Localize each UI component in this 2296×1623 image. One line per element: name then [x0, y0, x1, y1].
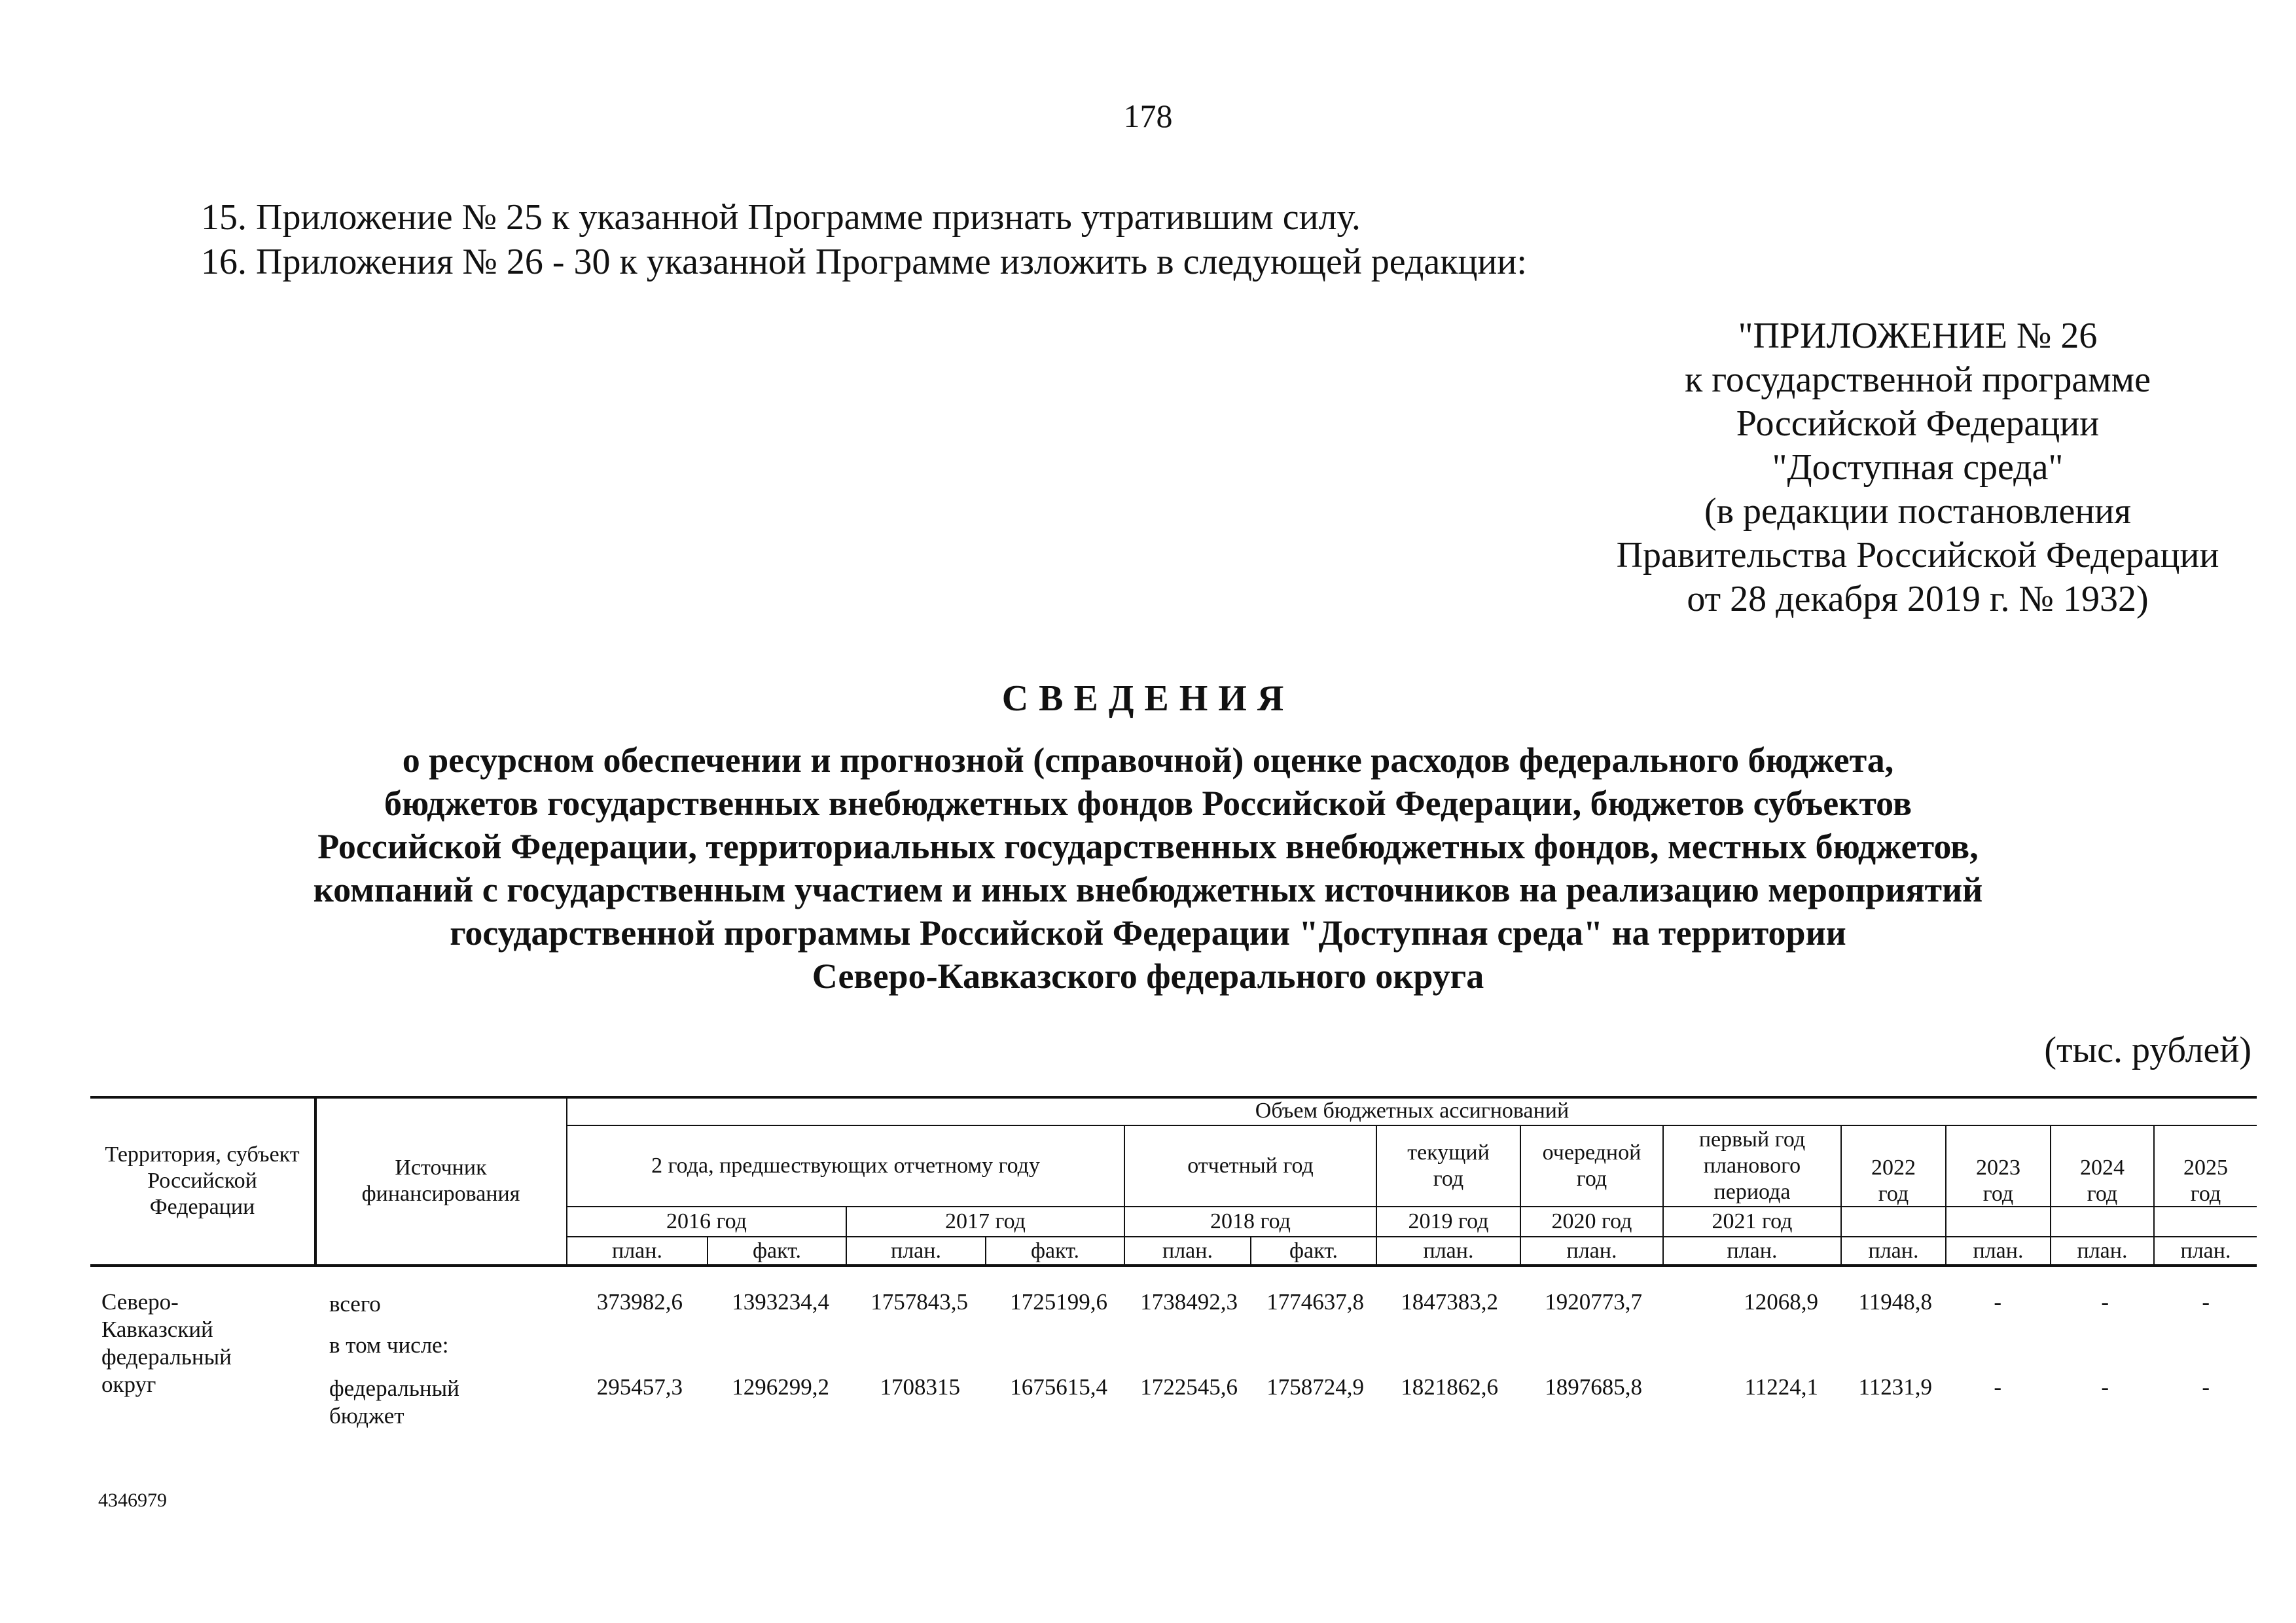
header-year-line: год	[2087, 1182, 2118, 1206]
table-cell: 1708315	[880, 1374, 960, 1400]
header-current-year	[1377, 1126, 1520, 1206]
table-cell: -	[1994, 1374, 2001, 1400]
header-year-2025	[2155, 1126, 2257, 1236]
header-current-year-line: год	[1433, 1167, 1464, 1191]
header-first-plan-year-line: периода	[1713, 1180, 1791, 1204]
header-first-plan-year-line: первый год	[1698, 1127, 1806, 1152]
table-cell: -	[2101, 1289, 2109, 1315]
header-territory	[90, 1097, 314, 1264]
units-label: (тыс. рублей)	[2044, 1030, 2251, 1070]
table-cell: 11948,8	[1858, 1289, 1932, 1315]
header-next-year-line: год	[1576, 1167, 1607, 1191]
table-cell: -	[1994, 1289, 2001, 1315]
table-cell: 1296299,2	[732, 1374, 829, 1400]
header-year-line: 2025	[2183, 1156, 2228, 1180]
subheading-line: компаний с государственным участием и иных внебюджетных источников на реализацию мероприятий	[313, 870, 1983, 909]
table-cell: 1758724,9	[1266, 1374, 1364, 1400]
table-cell: 1675615,4	[1010, 1374, 1107, 1400]
header-year-2024	[2051, 1126, 2153, 1236]
document-subheading	[0, 739, 2296, 998]
header-year-line: 2023	[1976, 1156, 2020, 1180]
header-year-line: 2022	[1871, 1156, 1916, 1180]
header-sub-label: план.	[1868, 1238, 1919, 1263]
table-cell: 11224,1	[1744, 1374, 1818, 1400]
header-territory-line: Федерации	[149, 1194, 255, 1219]
header-source-line: финансирования	[361, 1181, 520, 1206]
header-first-plan-year	[1664, 1126, 1840, 1206]
table-cell: 1897685,8	[1545, 1374, 1642, 1400]
header-sub-label: план.	[1727, 1238, 1778, 1263]
appendix-line: "ПРИЛОЖЕНИЕ № 26	[1738, 316, 2098, 356]
appendix-line: к государственной программе	[1685, 359, 2151, 400]
table-row-source: в том числе:	[329, 1332, 449, 1358]
table-cell: 11231,9	[1858, 1374, 1932, 1400]
table-cell: 1920773,7	[1545, 1289, 1642, 1315]
table-cell: 373982,6	[596, 1289, 683, 1315]
header-sub-label: план.	[2077, 1238, 2128, 1263]
header-first-plan-year-line: планового	[1703, 1154, 1801, 1178]
territory-name	[101, 1288, 232, 1398]
territory-name-line: федеральный	[101, 1344, 232, 1370]
header-next-year	[1521, 1126, 1662, 1206]
table-cell: -	[2202, 1374, 2210, 1400]
table-cell: 1725199,6	[1010, 1289, 1107, 1315]
header-sub-label: факт.	[753, 1238, 801, 1263]
header-2018: 2018 год	[1210, 1209, 1291, 1233]
table-cell: 1757843,5	[870, 1289, 968, 1315]
document-heading: СВЕДЕНИЯ	[1001, 678, 1295, 719]
header-sub-label: факт.	[1289, 1238, 1338, 1263]
header-sub-label: план.	[1423, 1238, 1474, 1263]
page-number: 178	[1123, 98, 1173, 134]
header-year-2022	[1842, 1126, 1945, 1236]
header-sub-label: план.	[1973, 1238, 2024, 1263]
header-2016: 2016 год	[666, 1209, 747, 1233]
appendix-line: Правительства Российской Федерации	[1616, 535, 2219, 575]
table-header-bottom-rule	[90, 1264, 2257, 1267]
header-year-line: год	[2190, 1182, 2221, 1206]
table-cell: -	[2101, 1374, 2109, 1400]
header-2021: 2021 год	[1712, 1209, 1793, 1233]
appendix-line: (в редакции постановления	[1704, 491, 2132, 532]
header-next-year-line: очередной	[1542, 1140, 1641, 1165]
header-sub-label: факт.	[1031, 1238, 1079, 1263]
table-row-source-line: федеральный	[329, 1376, 459, 1401]
table-cell: 1393234,4	[732, 1289, 829, 1315]
header-2017: 2017 год	[945, 1209, 1026, 1233]
header-current-year-line: текущий	[1407, 1140, 1490, 1165]
header-year-2023	[1946, 1126, 2050, 1236]
table-row-source-line: бюджет	[329, 1403, 404, 1429]
header-sub-label: план.	[2180, 1238, 2231, 1263]
header-2020: 2020 год	[1551, 1209, 1632, 1233]
paragraph-15: 15. Приложение № 25 к указанной Программе признать утратившим силу.	[201, 197, 1361, 238]
table-cell: 1847383,2	[1401, 1289, 1498, 1315]
header-sub-label: план.	[1566, 1238, 1617, 1263]
subheading-line: о ресурсном обеспечении и прогнозной (справочной) оценке расходов федерального бюджета,	[402, 740, 1894, 780]
header-sub-label: план.	[1162, 1238, 1213, 1263]
table-cell: 1722545,6	[1140, 1374, 1238, 1400]
table-cell: 12068,9	[1744, 1289, 1818, 1315]
table-cell: 1738492,3	[1140, 1289, 1238, 1315]
header-year-line: год	[1878, 1182, 1909, 1206]
subheading-line: Российской Федерации, территориальных государственных внебюджетных фондов, местных бюджетов,	[317, 827, 1979, 866]
appendix-line: Российской Федерации	[1736, 403, 2100, 444]
header-year-line: год	[1982, 1182, 2014, 1206]
appendix-line: от 28 декабря 2019 г. № 1932)	[1687, 579, 2149, 619]
paragraph-16: 16. Приложения № 26 - 30 к указанной Программе изложить в следующей редакции:	[201, 242, 1527, 282]
table-cell: 1821862,6	[1401, 1374, 1498, 1400]
header-source	[315, 1097, 566, 1264]
table-cell: 295457,3	[596, 1374, 683, 1400]
header-volume: Объем бюджетных ассигнований	[1255, 1099, 1570, 1123]
table-row-source	[329, 1375, 459, 1430]
subheading-line: Северо-Кавказского федерального округа	[812, 957, 1484, 996]
header-source-line: Источник	[395, 1155, 487, 1180]
header-year-line: 2024	[2080, 1156, 2125, 1180]
table-cell: 1774637,8	[1266, 1289, 1364, 1315]
territory-name-line: Кавказский	[101, 1317, 213, 1342]
subheading-line: государственной программы Российской Федерации "Доступная среда" на территории	[450, 913, 1846, 953]
appendix-block	[1564, 314, 2271, 621]
territory-name-line: округ	[101, 1372, 156, 1397]
subheading-line: бюджетов государственных внебюджетных фондов Российской Федерации, бюджетов субъектов	[384, 784, 1912, 823]
header-territory-line: Российской	[147, 1168, 257, 1193]
header-sub-label: план.	[891, 1238, 941, 1263]
header-two-years: 2 года, предшествующих отчетному году	[651, 1154, 1040, 1178]
header-sub-label: план.	[612, 1238, 662, 1263]
appendix-line: "Доступная среда"	[1772, 447, 2064, 488]
header-report-year: отчетный год	[1187, 1154, 1314, 1178]
document-code: 4346979	[98, 1489, 167, 1511]
table-row-source: всего	[329, 1291, 381, 1317]
header-2019: 2019 год	[1408, 1209, 1489, 1233]
table-cell: -	[2202, 1289, 2210, 1315]
territory-name-line: Северо-	[101, 1289, 179, 1315]
header-territory-line: Территория, субъект	[105, 1142, 300, 1167]
